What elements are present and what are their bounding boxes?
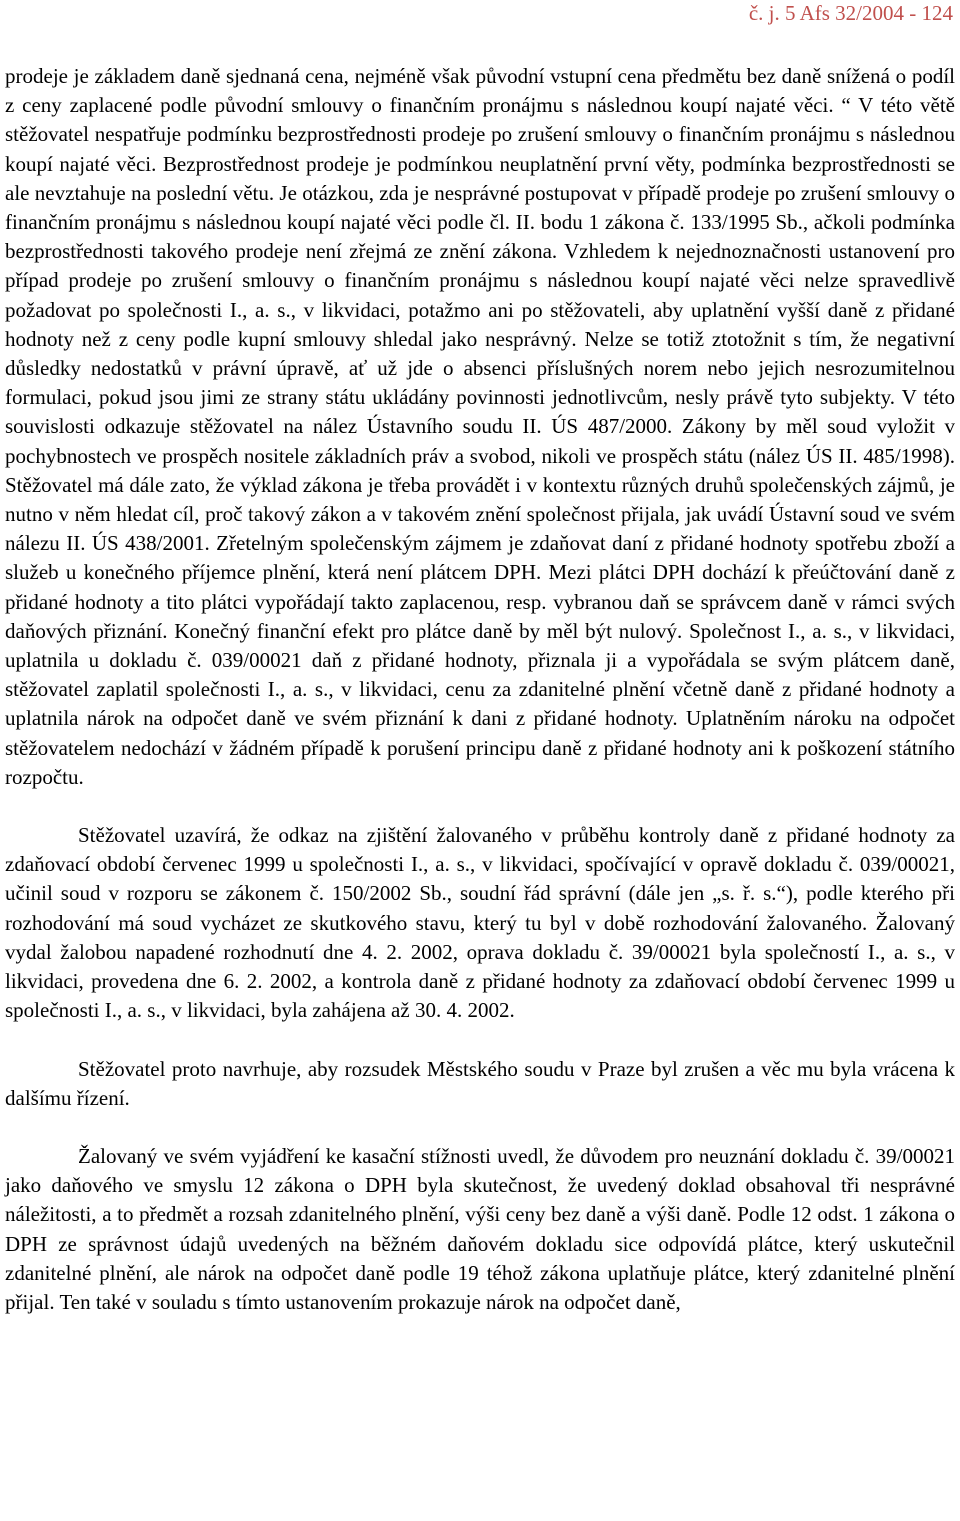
- case-number-header: č. j. 5 Afs 32/2004 - 124: [748, 1, 953, 25]
- paragraph-defendant-statement: Žalovaný ve svém vyjádření ke kasační stížnosti uvedl, že důvodem pro neuznání dokladu č. 39/00021 jako daňového ve smyslu 12 zákona o DPH byla skutečnost, že uvedený doklad obsahoval tři nesprávné náležitosti, a to předmět a rozsah zdanitelného plnění, výši ceny bez daně a výši daně. Podle 12 odst. 1 zákona o DPH ze správnost údajů uvedených na běžném daňovém dokladu sice odpovídá plátce, který uskutečnil zdanitelné plnění, ale nárok na odpočet daně podle 19 téhož zákona uplatňuje plátce, který zdanitelné plnění přijal. Ten také v souladu s tímto ustanovením prokazuje nárok na odpočet daně,: [5, 1143, 955, 1314]
- paragraph-continuation: prodeje je základem daně sjednaná cena, nejméně však původní vstupní cena předmětu bez daně snížená o podíl z ceny zaplacené podle původní smlouvy o finančním pronájmu s následnou koupí najaté věci. “ V této větě stěžovatel nespatřuje podmínku bezprostřednosti prodeje po zrušení smlouvy o finančním pronájmu s následnou koupí najaté věci. Bezprostřednost prodeje je podmínkou neuplatnění první věty, podmínka bezprostřednosti se ale nevztahuje na poslední větu. Je otázkou, zda je nesprávné postupovat v případě prodeje po zrušení smlouvy o finančním pronájmu s následnou koupí najaté věci podle čl. II. bodu 1 zákona č. 133/1995 Sb., ačkoli podmínka bezprostřednosti takového prodeje není zřejmá ze znění zákona. Vzhledem k nejednoznačnosti ustanovení pro případ prodeje po zrušení smlouvy o finančním pronájmu s následnou koupí najaté věci nelze spravedlivě požadovat po společnosti I., a. s., v likvidaci, potažmo ani po stěžovateli, aby uplatnění vyšší daně z přidané hodnoty než z ceny podle kupní smlouvy shledal jako nesprávný. Nelze se totiž ztotožnit s tím, že negativní důsledky nedostatků v právní úpravě, ať už jde o absenci příslušných norem nebo jejich nesrozumitelnou formulaci, pokud jsou jimi ze strany státu ukládány povinnosti jednotlivcům, nesly právě tyto subjekty. V této souvislosti odkazuje stěžovatel na nález Ústavního soudu II. ÚS 487/2000. Zákony by měl soud vyložit v pochybnostech ve prospěch nositele základních práv a svobod, nikoli ve prospěch státu (nález ÚS II. 485/1998). Stěžovatel má dále zato, že výklad zákona je třeba provádět i v kontextu různých druhů společenských zájmů, je nutno v něm hledat cíl, proč takový zákon a v takovém znění společnost přijala, jak uvádí Ústavní soud ve svém nálezu II. ÚS 438/2001. Zřetelným společenským zájmem je zdaňovat daní z přidané hodnoty spotřebu zboží a služeb u konečného příjemce plnění, která není plátcem DPH. Mezi plátci DPH dochází k přeúčtování daně z přidané hodnoty a tito plátci vypořádají takto zaplacenou, resp. vybranou daň se správcem daně v rámci svých daňových přiznání. Konečný finanční efekt pro plátce daně by měl být nulový. Společnost I., a. s., v likvidaci, uplatnila u dokladu č. 039/00021 daň z přidané hodnoty, přiznala ji a vypořádala se svým plátcem daně, stěžovatel zaplatil společnosti I., a. s., v likvidaci, cenu za zdanitelné plnění včetně daně z přidané hodnoty a uplatnila nárok na odpočet daně ve svém přiznání k dani z přidané hodnoty. Uplatněním nároku na odpočet stěžovatelem nedochází v žádném případě k porušení principu daně z přidané hodnoty ani k poškození státního rozpočtu.: [5, 64, 955, 789]
- paragraph-complainant-proposal: Stěžovatel proto navrhuje, aby rozsudek Městského soudu v Praze byl zrušen a věc mu byla vrácena k dalšímu řízení.: [5, 1056, 955, 1110]
- document-body: [5, 62, 955, 1317]
- paragraph-complainant-conclusion: Stěžovatel uzavírá, že odkaz na zjištění žalovaného v průběhu kontroly daně z přidané hodnoty za zdaňovací období červenec 1999 u společnosti I., a. s., v likvidaci, spočívající v opravě dokladu č. 039/00021, učinil soud v rozporu se zákonem č. 150/2002 Sb., soudní řád správní (dále jen „s. ř. s.“), podle kterého při rozhodování má soud vycházet ze skutkového stavu, který tu byl v době rozhodování žalovaného. Žalovaný vydal žalobou napadené rozhodnutí dne 4. 2. 2002, oprava dokladu č. 39/00021 byla společností I., a. s., v likvidaci, provedena dne 6. 2. 2002, a kontrola daně z přidané hodnoty za zdaňovací období červenec 1999 u společnosti I., a. s., v likvidaci, byla zahájena až 30. 4. 2002.: [5, 823, 955, 1023]
